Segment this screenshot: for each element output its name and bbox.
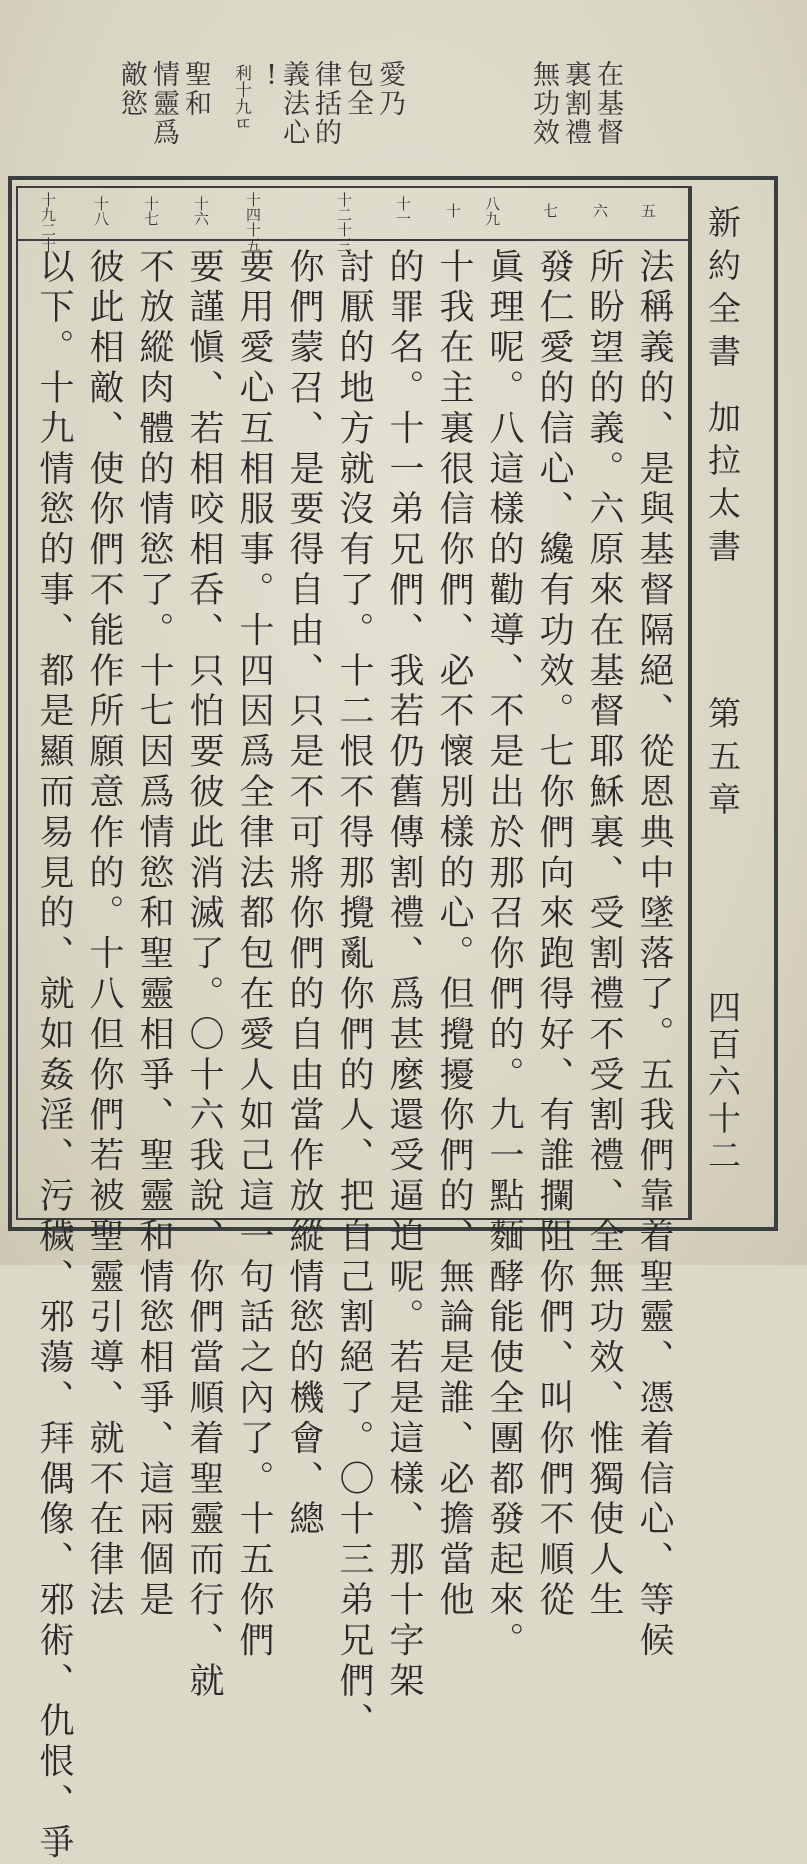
header-note-col: ! (256, 60, 287, 93)
body-text-column: 眞理呢。八這樣的勸導、不是出於那召你們的。九一點麵酵能使全團都發起來。 (484, 248, 524, 1662)
body-text-column: 發仁愛的信心、纔有功效。七你們向來跑得好、有誰攔阻你們、叫你們不順從 (534, 248, 574, 1622)
header-reference: 利十九ㄸ (231, 64, 251, 132)
verse-number: 十一 (394, 196, 412, 226)
verse-number: 十四十五 (244, 192, 262, 252)
book-title: 新約全書 (703, 205, 742, 377)
verse-number: 十二十三 (335, 192, 353, 252)
verse-number: 十六 (192, 196, 210, 226)
header-note-col: 在基督 (592, 60, 623, 147)
body-text-column: 要用愛心互相服事。十四因爲全律法都包在愛人如己這一句話之內了。十五你們 (234, 248, 274, 1662)
header-note-col: 敵慾 (116, 60, 147, 118)
verse-number: 十九二十 (39, 192, 57, 252)
header-note-col: 包全 (342, 60, 373, 118)
verse-number: 十 (444, 203, 462, 218)
header-note-col: 無功效 (528, 60, 559, 147)
body-text-column: 十我在主裏很信你們、必不懷別樣的心。但攪擾你們的、無論是誰、必擔當他 (434, 248, 474, 1622)
body-text-column: 以下。十九情慾的事、都是顯而易見的、就如姦淫、污穢、邪蕩、拜偶像、邪術、仇恨、爭 (34, 248, 74, 1864)
page-number: 四百六十二 (703, 990, 742, 1175)
header-note-col: 裏割禮 (560, 60, 591, 147)
body-text-column: 法稱義的、是與基督隔絕、從恩典中墜落了。五我們靠着聖靈、憑着信心、等候 (634, 248, 674, 1662)
body-text-column: 你們蒙召、是要得自由、只是不可將你們的自由當作放縱情慾的機會、總 (284, 248, 324, 1541)
body-text-column: 的罪名。十一弟兄們、我若仍舊傳割禮、爲甚麼還受逼迫呢。若是這樣、那十字架 (384, 248, 424, 1703)
header-note-col: 情靈爲 (148, 60, 179, 147)
header-note-col: 聖和 (180, 60, 211, 118)
verse-number: 十七 (142, 196, 160, 226)
verse-number: 八九 (483, 196, 501, 226)
body-text-column: 彼此相敵、使你們不能作所願意作的。十八但你們若被聖靈引導、就不在律法 (84, 248, 124, 1622)
running-title-rule (690, 186, 692, 1220)
header-note-col: 義法心 (278, 60, 309, 147)
verse-number: 五 (639, 203, 657, 218)
epistle-title: 加拉太書 (703, 400, 742, 572)
verse-number: 六 (591, 203, 609, 218)
verse-number: 七 (541, 203, 559, 218)
header-note-col: 愛乃 (374, 60, 405, 118)
chapter-heading: 第五章 (703, 696, 742, 825)
body-text-column: 所盼望的義。六原來在基督耶穌裏、受割禮不受割禮、全無功效、惟獨使人生 (584, 248, 624, 1622)
verse-number-rule (16, 239, 690, 241)
body-text-column: 要謹愼、若相咬相呑、只怕要彼此消滅了。〇十六我說、你們當順着聖靈而行、就 (184, 248, 224, 1703)
body-text-column: 討厭的地方就沒有了。十二恨不得那攪亂你們的人、把自己割絕了。〇十三弟兄們、 (334, 248, 374, 1743)
header-note-col: 律括的 (310, 60, 341, 147)
verse-number: 十八 (92, 196, 110, 226)
body-text-column: 不放縱肉體的情慾了。十七因爲情慾和聖靈相爭、聖靈和情慾相爭、這兩個是 (134, 248, 174, 1622)
